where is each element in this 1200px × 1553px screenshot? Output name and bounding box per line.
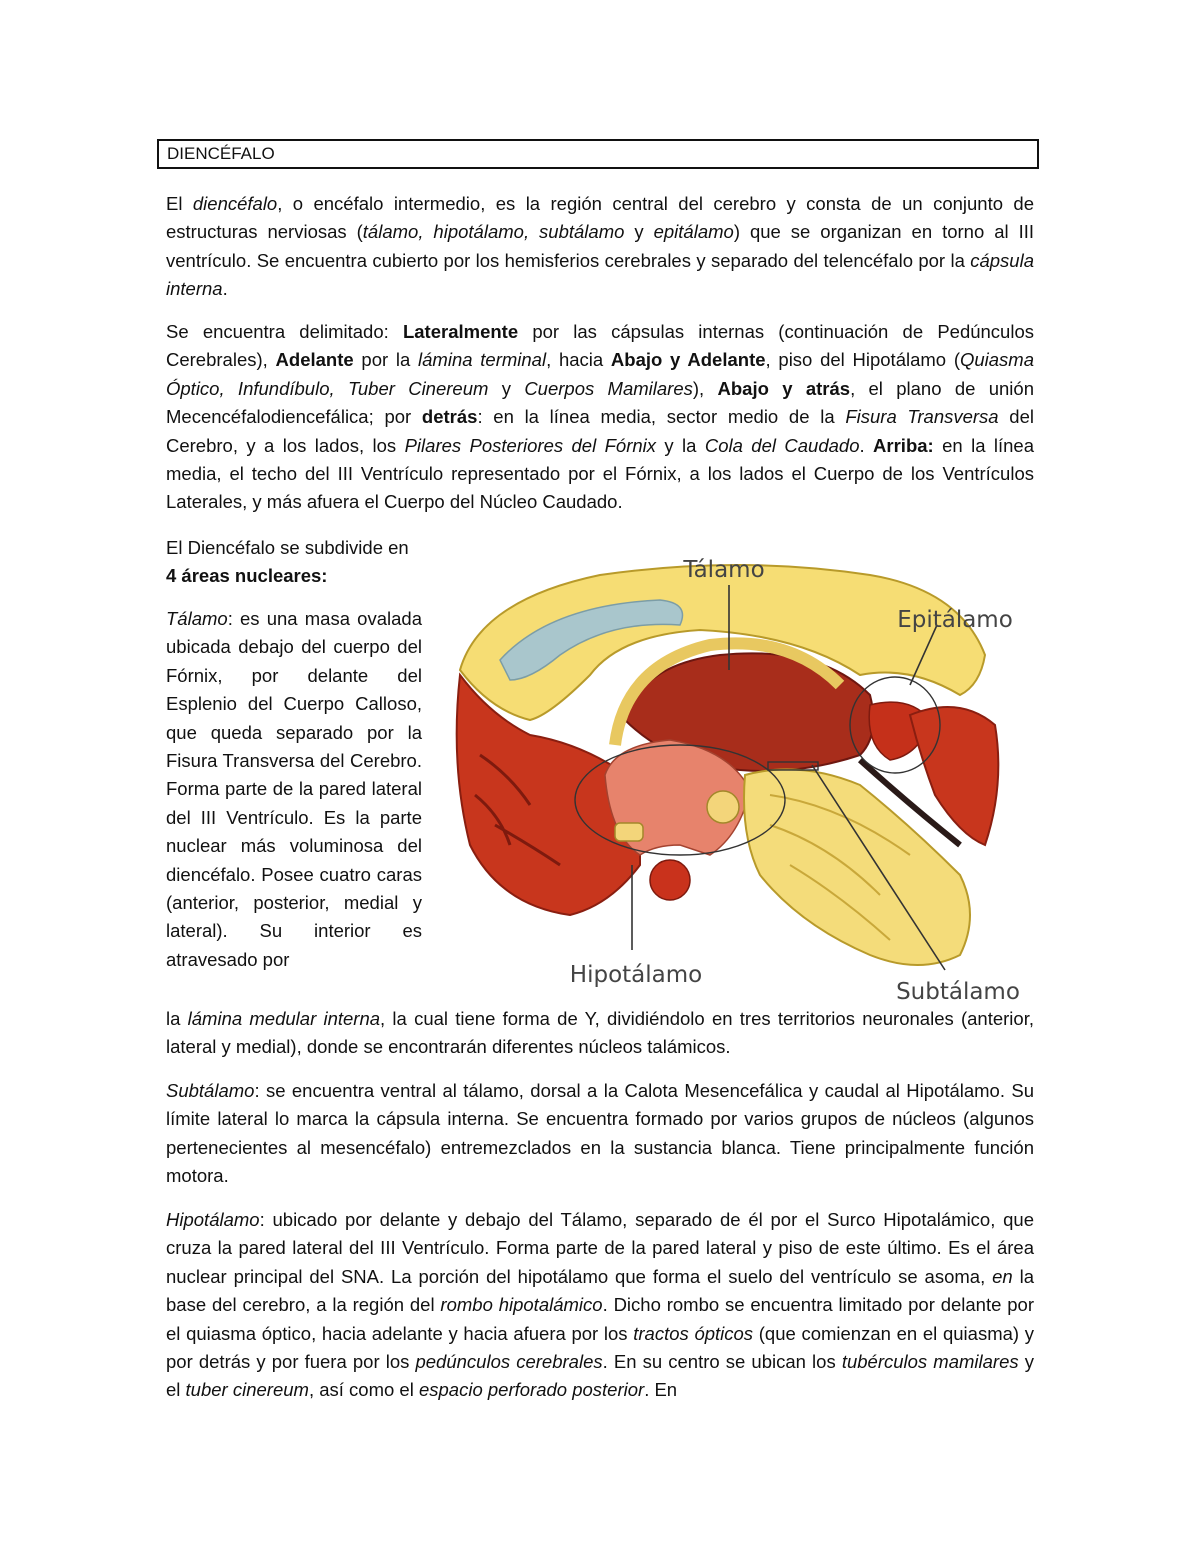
label-hipotalamo: Hipotálamo <box>569 962 703 988</box>
paragraph-subdivision-intro: El Diencéfalo se subdivide en 4 áreas nucleares: <box>166 537 409 587</box>
paragraph-subtalamo: Subtálamo: se encuentra ventral al tálamo, dorsal a la Calota Mesencefálica y caudal al Hipotálamo. Su límite lateral lo marca la cápsula interna. Se encuentra formado por varios grupos de núcleos (algunos pertenecientes al mesencéfalo) entremezclados en la sustancia blanca. Tiene principalmente función motora. <box>166 1080 1034 1187</box>
paragraph-limits: Se encuentra delimitado: Lateralmente por las cápsulas internas (continuación de Pedúnculos Cerebrales), Adelante por la lámina terminal, hacia Abajo y Adelante, piso del Hipotálamo (Quiasma Óptico, Infundíbulo, Tuber Cinereum y Cuerpos Mamilares), Abajo y atrás, el plano de unión Mecencéfalodiencefálica; por detrás: en la línea media, sector medio de la Fisura Transversa del Cerebro, y a los lados, los Pilares Posteriores del Fórnix y la Cola del Caudado. Arriba: en la línea media, el techo del III Ventrículo representado por el Fórnix, a los lados el Cuerpo de los Ventrículos Laterales, y más afuera el Cuerpo del Núcleo Caudado. <box>166 321 1035 513</box>
label-subtalamo: Subtálamo <box>896 979 1020 1005</box>
diencephalon-illustration <box>440 545 1040 1010</box>
paragraph-talamo-cont: la lámina medular interna, la cual tiene forma de Y, dividiéndolo en tres territorios neuronales (anterior, lateral y medial), donde se encontrarán diferentes núcleos talámicos. <box>166 1008 1034 1058</box>
label-talamo: Tálamo <box>683 557 765 583</box>
paragraph-intro: El diencéfalo, o encéfalo intermedio, es la región central del cerebro y consta de un conjunto de estructuras nerviosas (tálamo, hipotálamo, subtálamo y epitálamo) que se organizan en torno al III ventrículo. Se encuentra cubierto por los hemisferios cerebrales y separado del telencéfalo por la cápsula interna. <box>166 193 1035 300</box>
label-epitalamo: Epitálamo <box>897 607 1013 633</box>
section-heading: DIENCÉFALO <box>157 139 1039 169</box>
paragraph-hipotalamo: Hipotálamo: ubicado por delante y debajo del Tálamo, separado de él por el Surco Hipotalámico, que cruza la pared lateral del III Ventrículo. Forma parte de la pared lateral y piso de este último. Es el área nuclear principal del SNA. La porción del hipotálamo que forma el suelo del ventrículo se asoma, en la base del cerebro, a la región del rombo hipotalámico. Dicho rombo se encuentra limitado por delante por el quiasma óptico, hacia adelante y hacia afuera por los tractos ópticos (que comienzan en el quiasma) y por detrás y por fuera por los pedúnculos cerebrales. En su centro se ubican los tubérculos mamilares y el tuber cinereum, así como el espacio perforado posterior. En <box>166 1209 1034 1401</box>
paragraph-talamo: Tálamo: es una masa ovalada ubicada debajo del cuerpo del Fórnix, por delante del Esplenio del Cuerpo Calloso, que queda separado por la Fisura Transversa del Cerebro. Forma parte de la pared lateral del III Ventrículo. Es la parte nuclear más voluminosa del diencéfalo. Posee cuatro caras (anterior, posterior, medial y lateral). Su interior es atravesado por <box>166 608 422 970</box>
